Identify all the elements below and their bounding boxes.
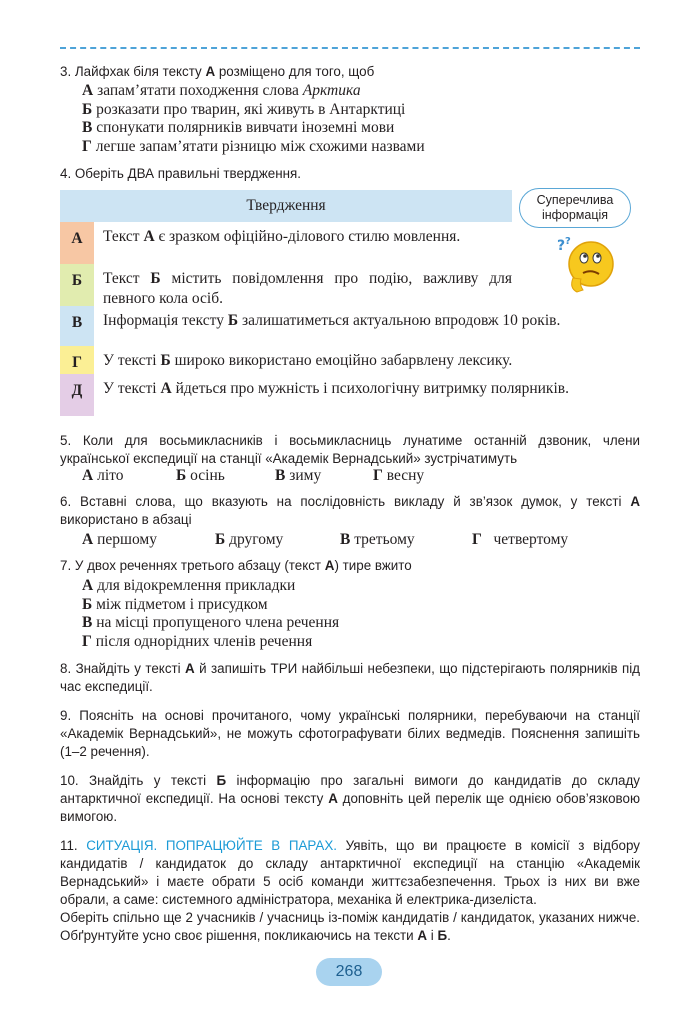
table-row-b[interactable]: Б Текст Б містить повідомлення про подію, важливу для певного кола осіб. [60, 264, 512, 306]
table-header: Твердження [60, 190, 512, 222]
table-row-v[interactable]: В Інформація тексту Б залишатиметься актуальною впродовж 10 років. [60, 306, 640, 346]
question-3-options [82, 82, 425, 156]
option-h[interactable]: Г легше запам’ятати різницю між схожими назвами [82, 137, 425, 155]
svg-text:?: ? [565, 236, 571, 247]
option-a[interactable]: А запам’ятати походження слова Арктика [82, 82, 361, 99]
option-v[interactable]: В на місці пропущеного члена речення [82, 614, 340, 631]
question-6: 6. Вставні слова, що вказують на послідовність викладу й зв’язок думок, у тексті А використано в абзаці [60, 494, 640, 527]
question-5: 5. Коли для восьмикласників і восьмикласниць лунатиме останній дзвоник, члени української експедиції на станції «Академік Вернадський» зустрічатимуть [60, 433, 640, 466]
option-b[interactable]: Б розказати про тварин, які живуть в Антарктиці [82, 100, 406, 118]
question-10: 10. Знайдіть у тексті Б інформацію про загальні вимоги до кандидатів до складу антарктичної експедиції. На основі тексту А доповніть цей перелік ще однією обов’язковою вимогою. [60, 773, 640, 824]
question-7: 7. У двох реченнях третього абзацу (текст А) тире вжито [60, 558, 412, 573]
top-dashed-divider [60, 47, 640, 49]
situation-heading: СИТУАЦІЯ. ПОПРАЦЮЙТЕ В ПАРАХ. [86, 838, 338, 853]
option-h[interactable]: Г весну [373, 467, 425, 484]
option-h[interactable]: Г після однорідних членів речення [82, 632, 313, 650]
option-b[interactable]: Б осінь [176, 467, 225, 484]
table-row-h[interactable]: Г У тексті Б широко використано емоційно забарвлену лексику. [60, 346, 640, 374]
contradictory-info-callout: Суперечлива інформація [519, 188, 631, 228]
table-row-a[interactable]: А Текст А є зразком офіційно-ділового стилю мовлення. [60, 222, 512, 264]
question-8: 8. Знайдіть у тексті А й запишіть ТРИ найбільші небезпеки, що підстерігають полярників під час експедиції. [60, 661, 640, 694]
statements-table-wide [60, 306, 640, 416]
option-v[interactable]: В спонукати полярників вивчати іноземні мови [82, 119, 395, 136]
question-4: 4. Оберіть ДВА правильні твердження. [60, 166, 302, 181]
option-b[interactable]: Б між підметом і присудком [82, 595, 268, 613]
option-v[interactable]: В третьому [340, 531, 415, 548]
question-11: 11. СИТУАЦІЯ. ПОПРАЦЮЙТЕ В ПАРАХ. Уявіть, що ви працюєте в комісії з відбору кандидатів / кандидаток до складу антарктичної експедиції на станцію «Академік Вернадський» і маєте обрати 5 осіб команди життєзабезпечення. Трьох із них ви вже обрали, а саме: системного адміністратора, механіка й електрика-дизеліста. Оберіть спільно ще 2 учасників / учасниць із-поміж кандидатів / кандидаток, указаних нижче. Обґрунтуйте усно своє рішення, покликаючись на тексти А і Б. [60, 838, 640, 943]
question-9: 9. Поясніть на основі прочитаного, чому українські полярники, перебуваючи на станції «Академік Вернадський», не можуть сфотографувати білих ведмедів. Пояснення запишіть (1–2 речення). [60, 708, 640, 759]
question-7-options [82, 577, 339, 651]
option-a[interactable]: А для відокремлення прикладки [82, 577, 296, 594]
option-b[interactable]: Б другому [215, 531, 284, 548]
option-a[interactable]: А літо [82, 467, 124, 484]
svg-text:?: ? [557, 238, 566, 254]
option-v[interactable]: В зиму [275, 467, 322, 484]
table-row-d[interactable]: Д У тексті А йдеться про мужність і психологічну витримку полярників. [60, 374, 640, 416]
option-a[interactable]: А першому [82, 531, 157, 548]
option-h[interactable]: Г четвертому [472, 531, 569, 548]
thinking-emoji-icon [555, 232, 619, 300]
page-number: 268 [316, 958, 382, 986]
question-3: 3. Лайфхак біля тексту А розміщено для того, щоб [60, 64, 375, 79]
statements-table [60, 190, 512, 306]
